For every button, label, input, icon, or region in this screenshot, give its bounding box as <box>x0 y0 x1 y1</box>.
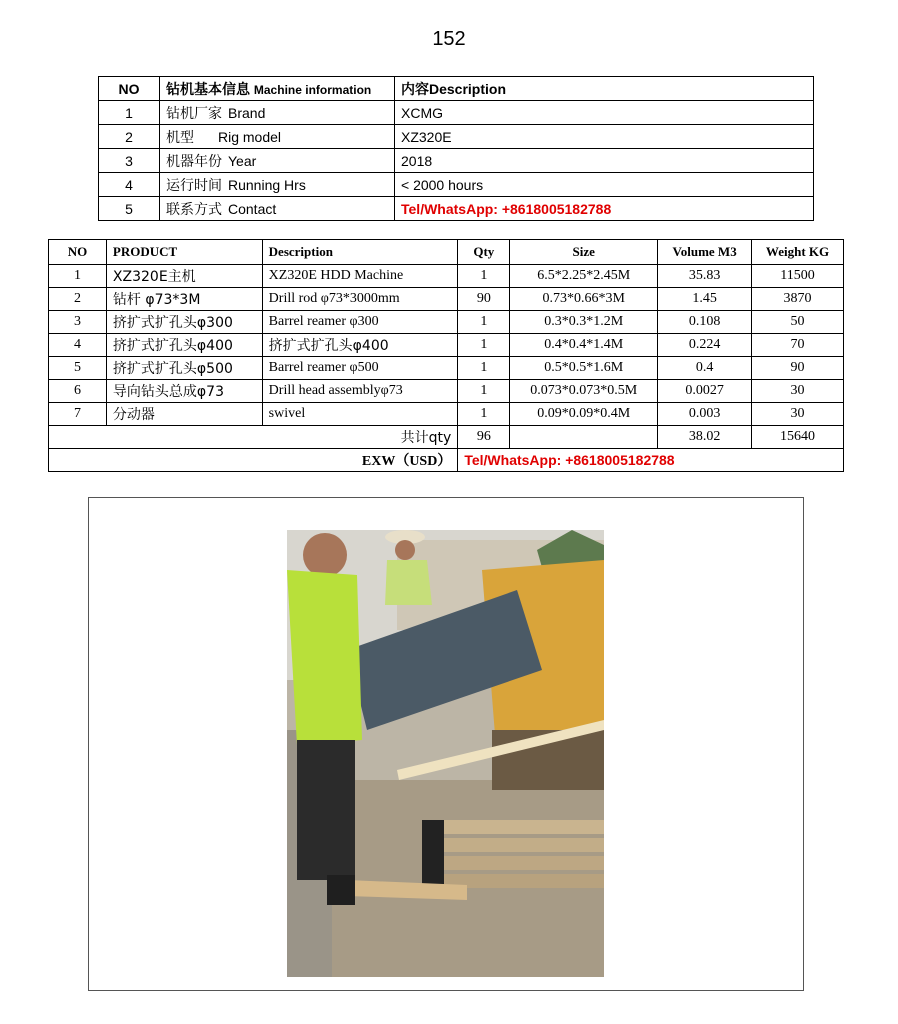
machine-info-row <box>99 197 814 221</box>
cell-description: Drill head assemblyφ73 <box>262 380 458 403</box>
cell-description: Drill rod φ73*3000mm <box>262 288 458 311</box>
cell-no: 5 <box>49 357 107 380</box>
total-volume: 38.02 <box>658 426 752 449</box>
worker-boot <box>327 875 355 905</box>
cell-no: 1 <box>49 265 107 288</box>
row-label <box>160 125 395 149</box>
cell-size: 0.3*0.3*1.2M <box>510 311 658 334</box>
row-label-zh: 联系方式 <box>166 201 222 218</box>
row-label-en: Year <box>228 152 257 169</box>
cell-no: 6 <box>49 380 107 403</box>
cell-volume: 0.0027 <box>658 380 752 403</box>
cell-qty: 90 <box>458 288 510 311</box>
row-value: < 2000 hours <box>395 173 814 197</box>
cell-description: swivel <box>262 403 458 426</box>
worker-back-vest <box>385 560 432 605</box>
cell-size: 0.5*0.5*1.6M <box>510 357 658 380</box>
header-no: NO <box>99 77 160 101</box>
cell-qty: 1 <box>458 357 510 380</box>
cell-qty: 1 <box>458 311 510 334</box>
table-row <box>49 334 844 357</box>
cell-qty: 1 <box>458 403 510 426</box>
cell-weight: 30 <box>752 403 844 426</box>
row-value: XZ320E <box>395 125 814 149</box>
cell-description: 挤扩式扩孔头φ400 <box>262 334 458 357</box>
machine-photo <box>287 530 604 977</box>
hdd-site-photo <box>287 530 604 977</box>
machine-info-row <box>99 173 814 197</box>
rod-ends <box>422 820 444 888</box>
machine-info-row <box>99 101 814 125</box>
total-qty: 96 <box>458 426 510 449</box>
cell-volume: 1.45 <box>658 288 752 311</box>
cell-size: 6.5*2.25*2.45M <box>510 265 658 288</box>
page-number: 152 <box>432 28 466 50</box>
table-row <box>49 380 844 403</box>
table-row <box>49 311 844 334</box>
col-header-volume: Volume M3 <box>658 240 752 265</box>
cell-product: 分动器 <box>106 403 262 426</box>
cell-qty: 1 <box>458 380 510 403</box>
cell-volume: 0.003 <box>658 403 752 426</box>
row-no: 1 <box>99 101 160 125</box>
worker-back-head <box>395 540 415 560</box>
total-weight: 15640 <box>752 426 844 449</box>
header-machine-info-zh: 钻机基本信息 <box>166 81 250 98</box>
table-row <box>49 265 844 288</box>
worker-head <box>303 533 347 577</box>
drill-rod <box>427 838 604 852</box>
col-header-weight: Weight KG <box>752 240 844 265</box>
header-machine-info-en: Machine information <box>253 82 372 97</box>
exw-label: EXW（USD） <box>49 449 458 472</box>
row-label <box>160 173 395 197</box>
cell-product: 挤扩式扩孔头φ300 <box>106 311 262 334</box>
col-header-no: NO <box>49 240 107 265</box>
cell-no: 3 <box>49 311 107 334</box>
cell-product: XZ320E主机 <box>106 265 262 288</box>
row-label-zh: 运行时间 <box>166 177 222 194</box>
cell-description: Barrel reamer φ500 <box>262 357 458 380</box>
table-row <box>49 403 844 426</box>
header-description-zh: 内容 <box>401 81 429 98</box>
cell-description: XZ320E HDD Machine <box>262 265 458 288</box>
cell-weight: 70 <box>752 334 844 357</box>
header-machine-info <box>160 77 395 101</box>
cell-product: 挤扩式扩孔头φ500 <box>106 357 262 380</box>
cell-volume: 0.224 <box>658 334 752 357</box>
header-description-en: Description <box>429 80 507 97</box>
cell-volume: 0.108 <box>658 311 752 334</box>
exw-contact: Tel/WhatsApp: +8618005182788 <box>458 449 844 472</box>
row-no: 4 <box>99 173 160 197</box>
cell-size: 0.73*0.66*3M <box>510 288 658 311</box>
cell-weight: 50 <box>752 311 844 334</box>
cell-weight: 90 <box>752 357 844 380</box>
row-label-zh: 钻机厂家 <box>166 105 222 122</box>
cell-qty: 1 <box>458 334 510 357</box>
row-value: XCMG <box>395 101 814 125</box>
cell-volume: 35.83 <box>658 265 752 288</box>
cell-product: 挤扩式扩孔头φ400 <box>106 334 262 357</box>
cell-no: 4 <box>49 334 107 357</box>
col-header-qty: Qty <box>458 240 510 265</box>
table-row <box>49 357 844 380</box>
row-no: 2 <box>99 125 160 149</box>
machine-info-row <box>99 149 814 173</box>
cell-size: 0.4*0.4*1.4M <box>510 334 658 357</box>
machine-info-header-row <box>99 77 814 101</box>
row-label-en: Rig model <box>218 128 282 145</box>
safety-vest <box>287 570 362 745</box>
col-header-description: Description <box>262 240 458 265</box>
cell-product: 导向钻头总成φ73 <box>106 380 262 403</box>
cell-weight: 30 <box>752 380 844 403</box>
cell-weight: 3870 <box>752 288 844 311</box>
cell-size: 0.073*0.073*0.5M <box>510 380 658 403</box>
product-header-row <box>49 240 844 265</box>
cell-no: 7 <box>49 403 107 426</box>
header-description <box>395 77 814 101</box>
total-size-empty <box>510 426 658 449</box>
row-label <box>160 101 395 125</box>
table-row <box>49 288 844 311</box>
row-value: 2018 <box>395 149 814 173</box>
row-label <box>160 149 395 173</box>
row-label-en: Running Hrs <box>228 176 306 193</box>
row-label-zh: 机型 <box>166 129 194 146</box>
row-no: 5 <box>99 197 160 221</box>
row-label <box>160 197 395 221</box>
col-header-product: PRODUCT <box>106 240 262 265</box>
col-header-size: Size <box>510 240 658 265</box>
drill-rod <box>432 856 604 870</box>
cell-weight: 11500 <box>752 265 844 288</box>
total-label: 共计qty <box>49 426 458 449</box>
cell-description: Barrel reamer φ300 <box>262 311 458 334</box>
worker-front <box>287 533 362 905</box>
machine-info-table <box>98 76 814 221</box>
cell-no: 2 <box>49 288 107 311</box>
drill-rod <box>422 820 604 834</box>
row-label-en: Contact <box>228 200 277 217</box>
row-label-zh: 机器年份 <box>166 153 222 170</box>
cell-size: 0.09*0.09*0.4M <box>510 403 658 426</box>
machine-info-row <box>99 125 814 149</box>
product-table <box>48 239 844 472</box>
cell-product: 钻杆 φ73*3M <box>106 288 262 311</box>
row-no: 3 <box>99 149 160 173</box>
cell-qty: 1 <box>458 265 510 288</box>
total-row <box>49 426 844 449</box>
worker-legs <box>297 740 355 880</box>
row-label-en: Brand <box>228 104 266 121</box>
cell-volume: 0.4 <box>658 357 752 380</box>
exw-row <box>49 449 844 472</box>
contact-value: Tel/WhatsApp: +8618005182788 <box>395 197 814 221</box>
